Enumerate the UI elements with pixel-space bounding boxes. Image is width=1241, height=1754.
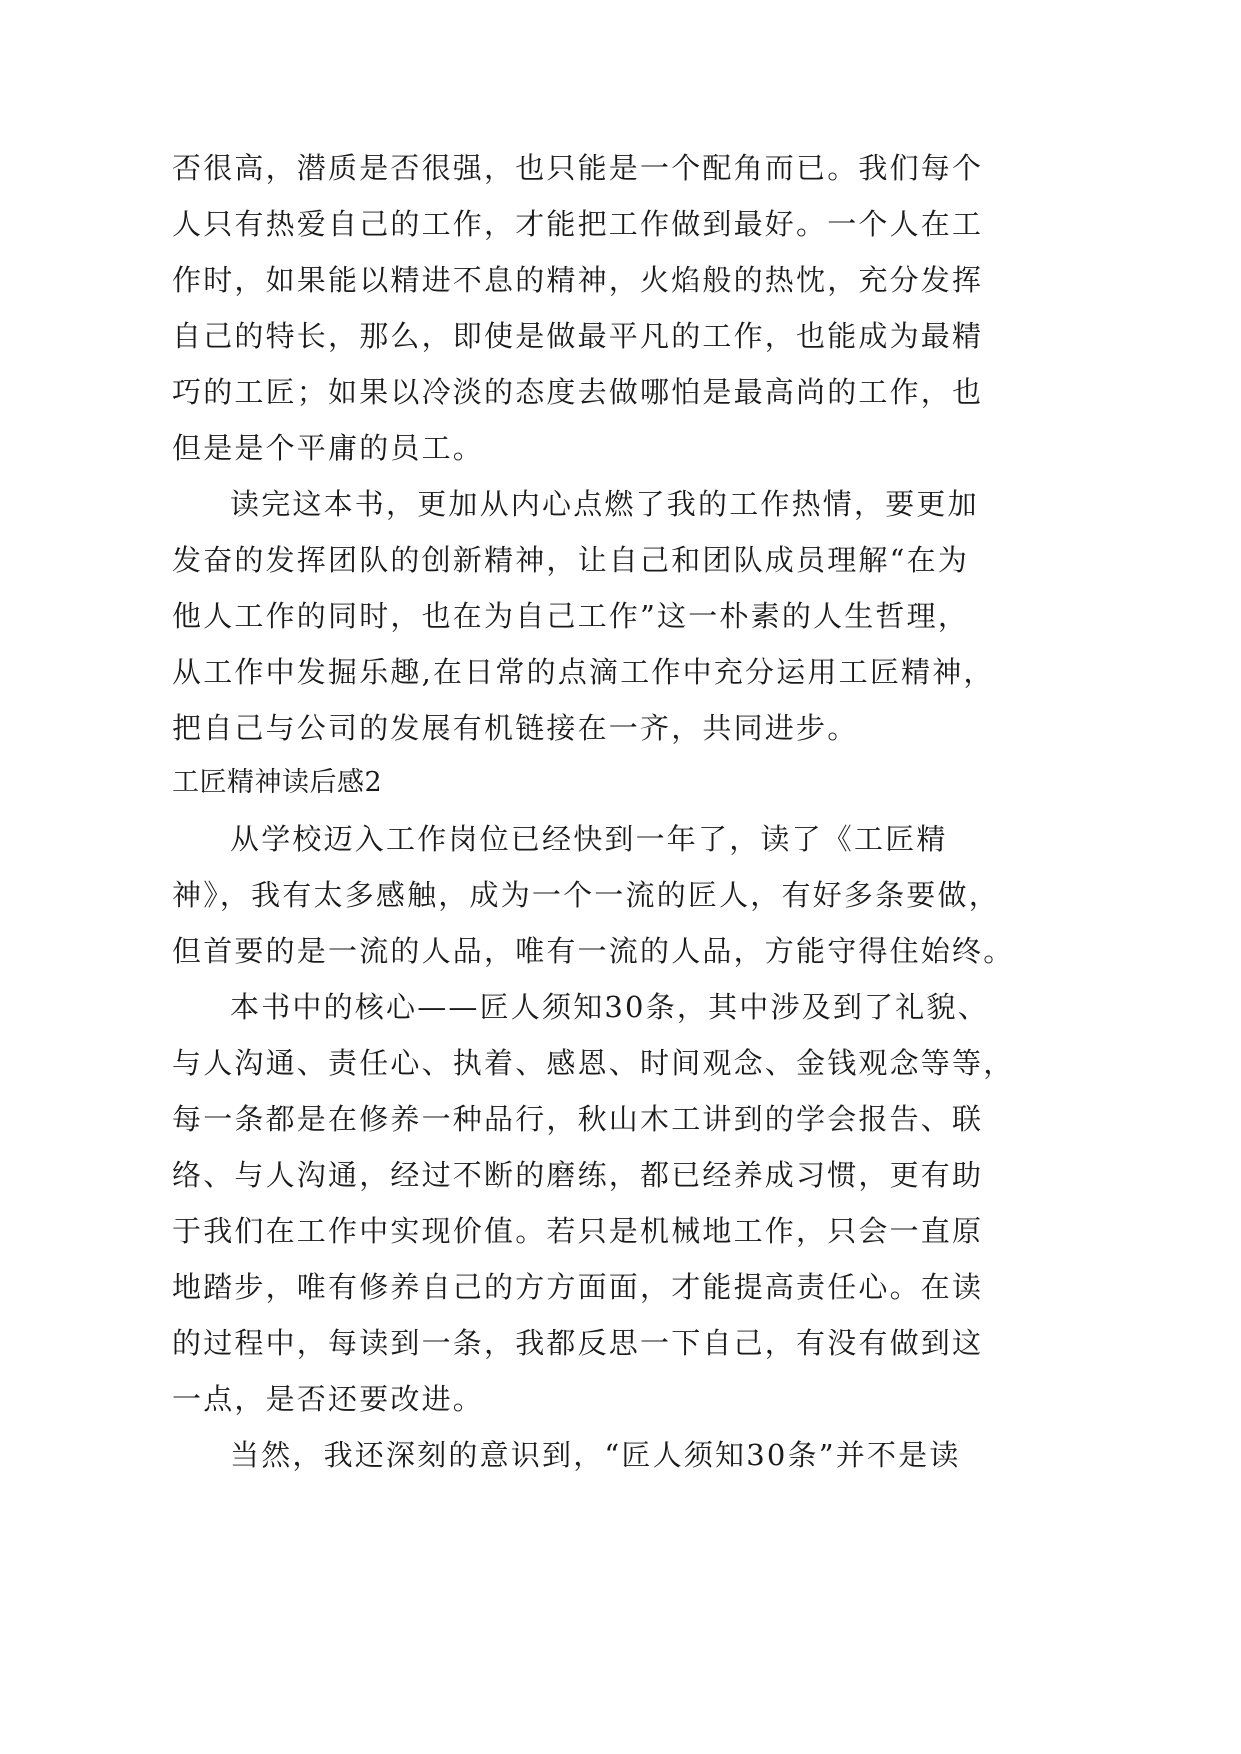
text-line: 的过程中，每读到一条，我都反思一下自己，有没有做到这: [172, 1326, 984, 1360]
paragraph-start-line: 读完这本书，更加从内心点燃了我的工作热情，要更加: [230, 487, 979, 521]
text-line: 地踏步，唯有修养自己的方方面面，才能提高责任心。在读: [172, 1270, 984, 1304]
text-line: 人只有热爱自己的工作，才能把工作做到最好。一个人在工: [172, 207, 984, 241]
text-line: 否很高，潜质是否很强，也只能是一个配角而已。我们每个: [172, 151, 984, 185]
paragraph-start-line: 本书中的核心——匠人须知30条，其中涉及到了礼貌、: [230, 990, 989, 1024]
text-line: 但是是个平庸的员工。: [172, 431, 485, 465]
text-line: 作时，如果能以精进不息的精神，火焰般的热忱，充分发挥: [172, 263, 984, 297]
text-line: 发奋的发挥团队的创新精神，让自己和团队成员理解“在为: [172, 543, 970, 577]
text-line: 从工作中发掘乐趣,在日常的点滴工作中充分运用工匠精神，: [172, 655, 995, 689]
text-line: 巧的工匠；如果以冷淡的态度去做哪怕是最高尚的工作，也: [172, 375, 984, 409]
text-line: 络、与人沟通，经过不断的磨练，都已经养成习惯，更有助: [172, 1158, 984, 1192]
text-line: 与人沟通、责任心、执着、感恩、时间观念、金钱观念等等，: [172, 1046, 1015, 1080]
text-line: 神》，我有太多感触，成为一个一流的匠人，有好多条要做，: [172, 878, 1000, 912]
text-line: 一点，是否还要改进。: [172, 1382, 485, 1416]
text-line: 自己的特长，那么，即使是做最平凡的工作，也能成为最精: [172, 319, 984, 353]
text-line: 于我们在工作中实现价值。若只是机械地工作，只会一直原: [172, 1214, 984, 1248]
text-line: 把自己与公司的发展有机链接在一齐，共同进步。: [172, 711, 859, 745]
section-heading: 工匠精神读后感2: [172, 767, 383, 798]
paragraph-start-line: 当然，我还深刻的意识到，“匠人须知30条”并不是读: [230, 1438, 961, 1472]
text-line: 他人工作的同时，也在为自己工作”这一朴素的人生哲理，: [172, 599, 970, 633]
paragraph-start-line: 从学校迈入工作岗位已经快到一年了，读了《工匠精: [230, 822, 948, 856]
text-line: 但首要的是一流的人品，唯有一流的人品，方能守得住始终。: [172, 934, 1015, 968]
text-line: 每一条都是在修养一种品行，秋山木工讲到的学会报告、联: [172, 1102, 984, 1136]
